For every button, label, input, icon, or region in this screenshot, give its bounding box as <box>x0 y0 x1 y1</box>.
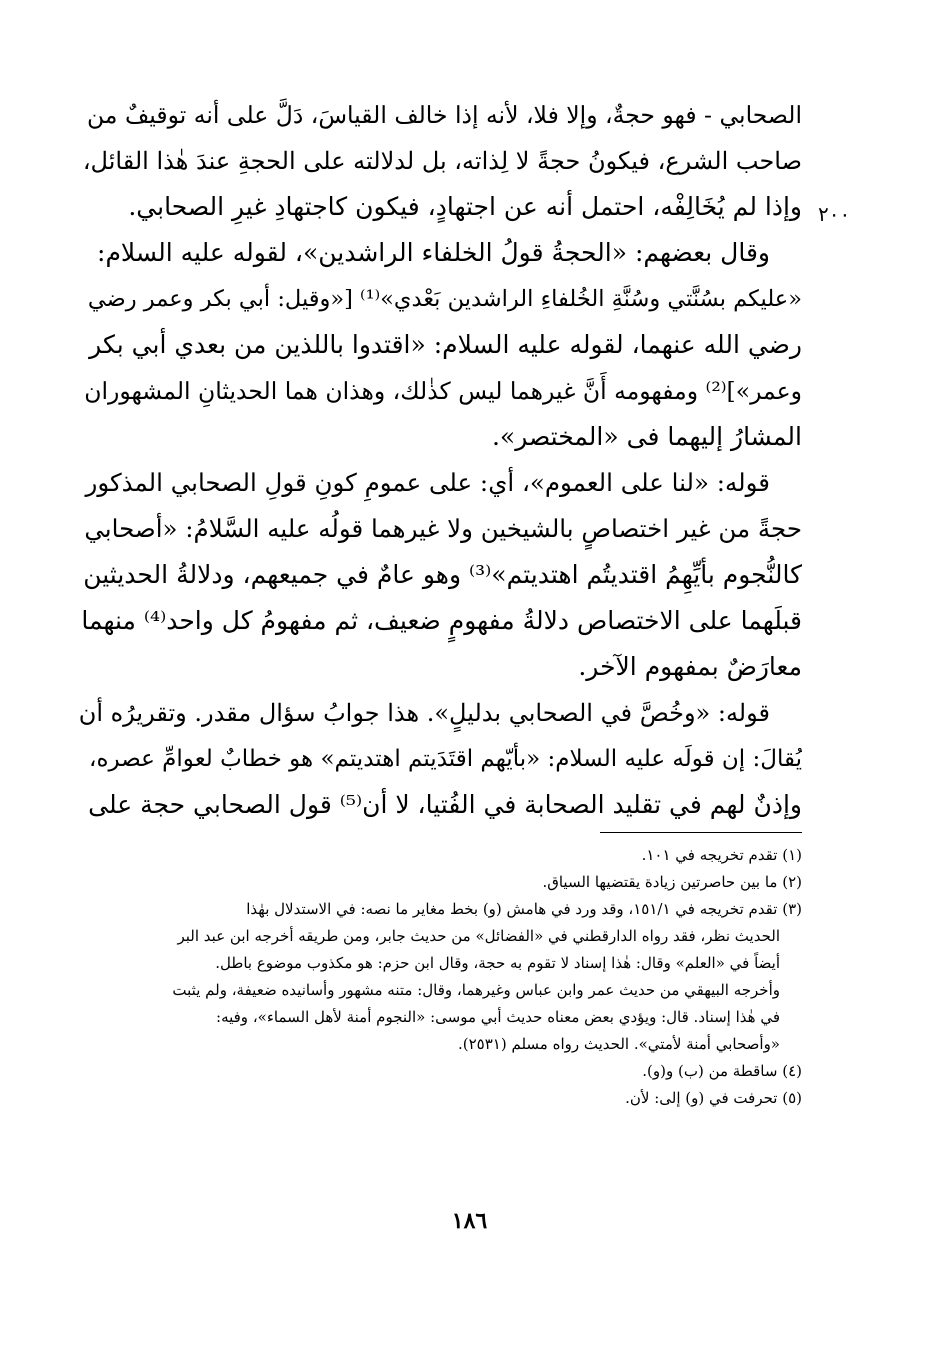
footnotes <box>78 842 802 1112</box>
page-number: ١٨٦ <box>451 1208 488 1234</box>
text-line: «عليكم بسُنَّتي وسُنَّةِ الخُلفاءِ الراشدين بَعْدي»⁽¹⁾ [«وقيل: أبي بكر وعمر رضي <box>87 286 802 312</box>
footnote-continuation: في هٰذا إسناد. قال: ويؤدي بعض معناه حديث أبي موسى: «النجوم أمنة لأهل السماء»، وفيه: <box>216 1008 780 1026</box>
margin-page-reference: ٢٠٠ <box>818 202 851 226</box>
text-line: حجةً من غير اختصاصٍ بالشيخين ولا غيرهما قولُه عليه السَّلامُ: «أصحابي <box>84 514 802 543</box>
footnote: (٥) تحرفت في (و) إلى: لأن. <box>625 1089 802 1107</box>
text-line: يُقالَ: إن قولَه عليه السلام: «بأيّهم اقتَدَيتم اهتديتم» هو خطابٌ لعوامِّ عصره، <box>89 746 802 772</box>
footnote-separator <box>600 832 802 833</box>
text-line: معارَضٌ بمفهوم الآخر. <box>578 652 802 681</box>
footnote-continuation: أيضاً في «العلم» وقال: هٰذا إسناد لا تقوم به حجة، وقال ابن حزم: هو مكذوب موضوع باطل. <box>215 954 780 972</box>
text-line: رضي الله عنهما، لقوله عليه السلام: «اقتدوا باللذين من بعدي أبي بكر <box>89 330 802 359</box>
footnote: (١) تقدم تخريجه في ١٠١. <box>641 846 802 864</box>
text-line: قبلَهما على الاختصاص دلالةُ مفهومٍ ضعيف، ثم مفهومُ كل واحد⁽⁴⁾ منهما <box>81 606 802 635</box>
footnote: (٢) ما بين حاصرتين زيادة يقتضيها السياق. <box>542 873 802 891</box>
text-line: قوله: «وخُصَّ في الصحابي بدليلٍ». هذا جوابُ سؤال مقدر. وتقريرُه أن <box>78 699 770 727</box>
main-text <box>78 92 802 828</box>
text-line: وعمر»]⁽²⁾ ومفهومه أَنَّ غيرهما ليس كذٰلك، وهذان هما الحديثانِ المشهوران <box>84 377 802 405</box>
text-line: المشارُ إليهما فى «المختصر». <box>491 422 802 451</box>
footnote-continuation: «وأصحابي أمنة لأمتي». الحديث رواه مسلم (٢٥٣١). <box>458 1035 780 1053</box>
text-line: وإذا لم يُخَالِفْه، احتمل أنه عن اجتهادٍ، فيكون كاجتهادِ غيرِ الصحابي. <box>128 192 802 221</box>
footnote-continuation: الحديث نظر، فقد رواه الدارقطني في «الفضائل» من حديث جابر، ومن طريقه أخرجه ابن عبد البر <box>177 927 780 945</box>
text-line: وإذنٌ لهم في تقليد الصحابة في الفُتيا، لا أن⁽⁵⁾ قول الصحابي حجة على <box>88 790 802 819</box>
footnote: (٤) ساقطة من (ب) و(و). <box>642 1062 802 1080</box>
text-line: كالنُّجوم بأيِّهِمُ اقتديتُم اهتديتم»⁽³⁾ وهو عامٌ في جميعهم، ودلالةُ الحديثين <box>83 560 802 589</box>
footnote-continuation: وأخرجه البيهقي من حديث عمر وابن عباس وغيرهما، وقال: متنه مشهور وأسانيده ضعيفة، ولم يثبت <box>172 981 780 999</box>
text-line: وقال بعضهم: «الحجةُ قولُ الخلفاء الراشدين»، لقوله عليه السلام: <box>97 238 770 267</box>
text-line: صاحب الشرع، فيكونُ حجةً لا لِذاته، بل لدلالته على الحجةِ عندَ هٰذا القائل، <box>82 147 802 175</box>
text-line: الصحابي - فهو حجةٌ، وإلا فلا، لأنه إذا خالف القياسَ، دَلَّ على أنه توقيفٌ من <box>87 101 802 129</box>
footnote: (٣) تقدم تخريجه في ١٥١/١، وقد ورد في هامش (و) بخط مغاير ما نصه: في الاستدلال بهٰذا <box>246 900 802 918</box>
text-line: قوله: «لنا على العموم»، أي: على عمومِ كونِ قولِ الصحابي المذكور <box>85 468 770 497</box>
